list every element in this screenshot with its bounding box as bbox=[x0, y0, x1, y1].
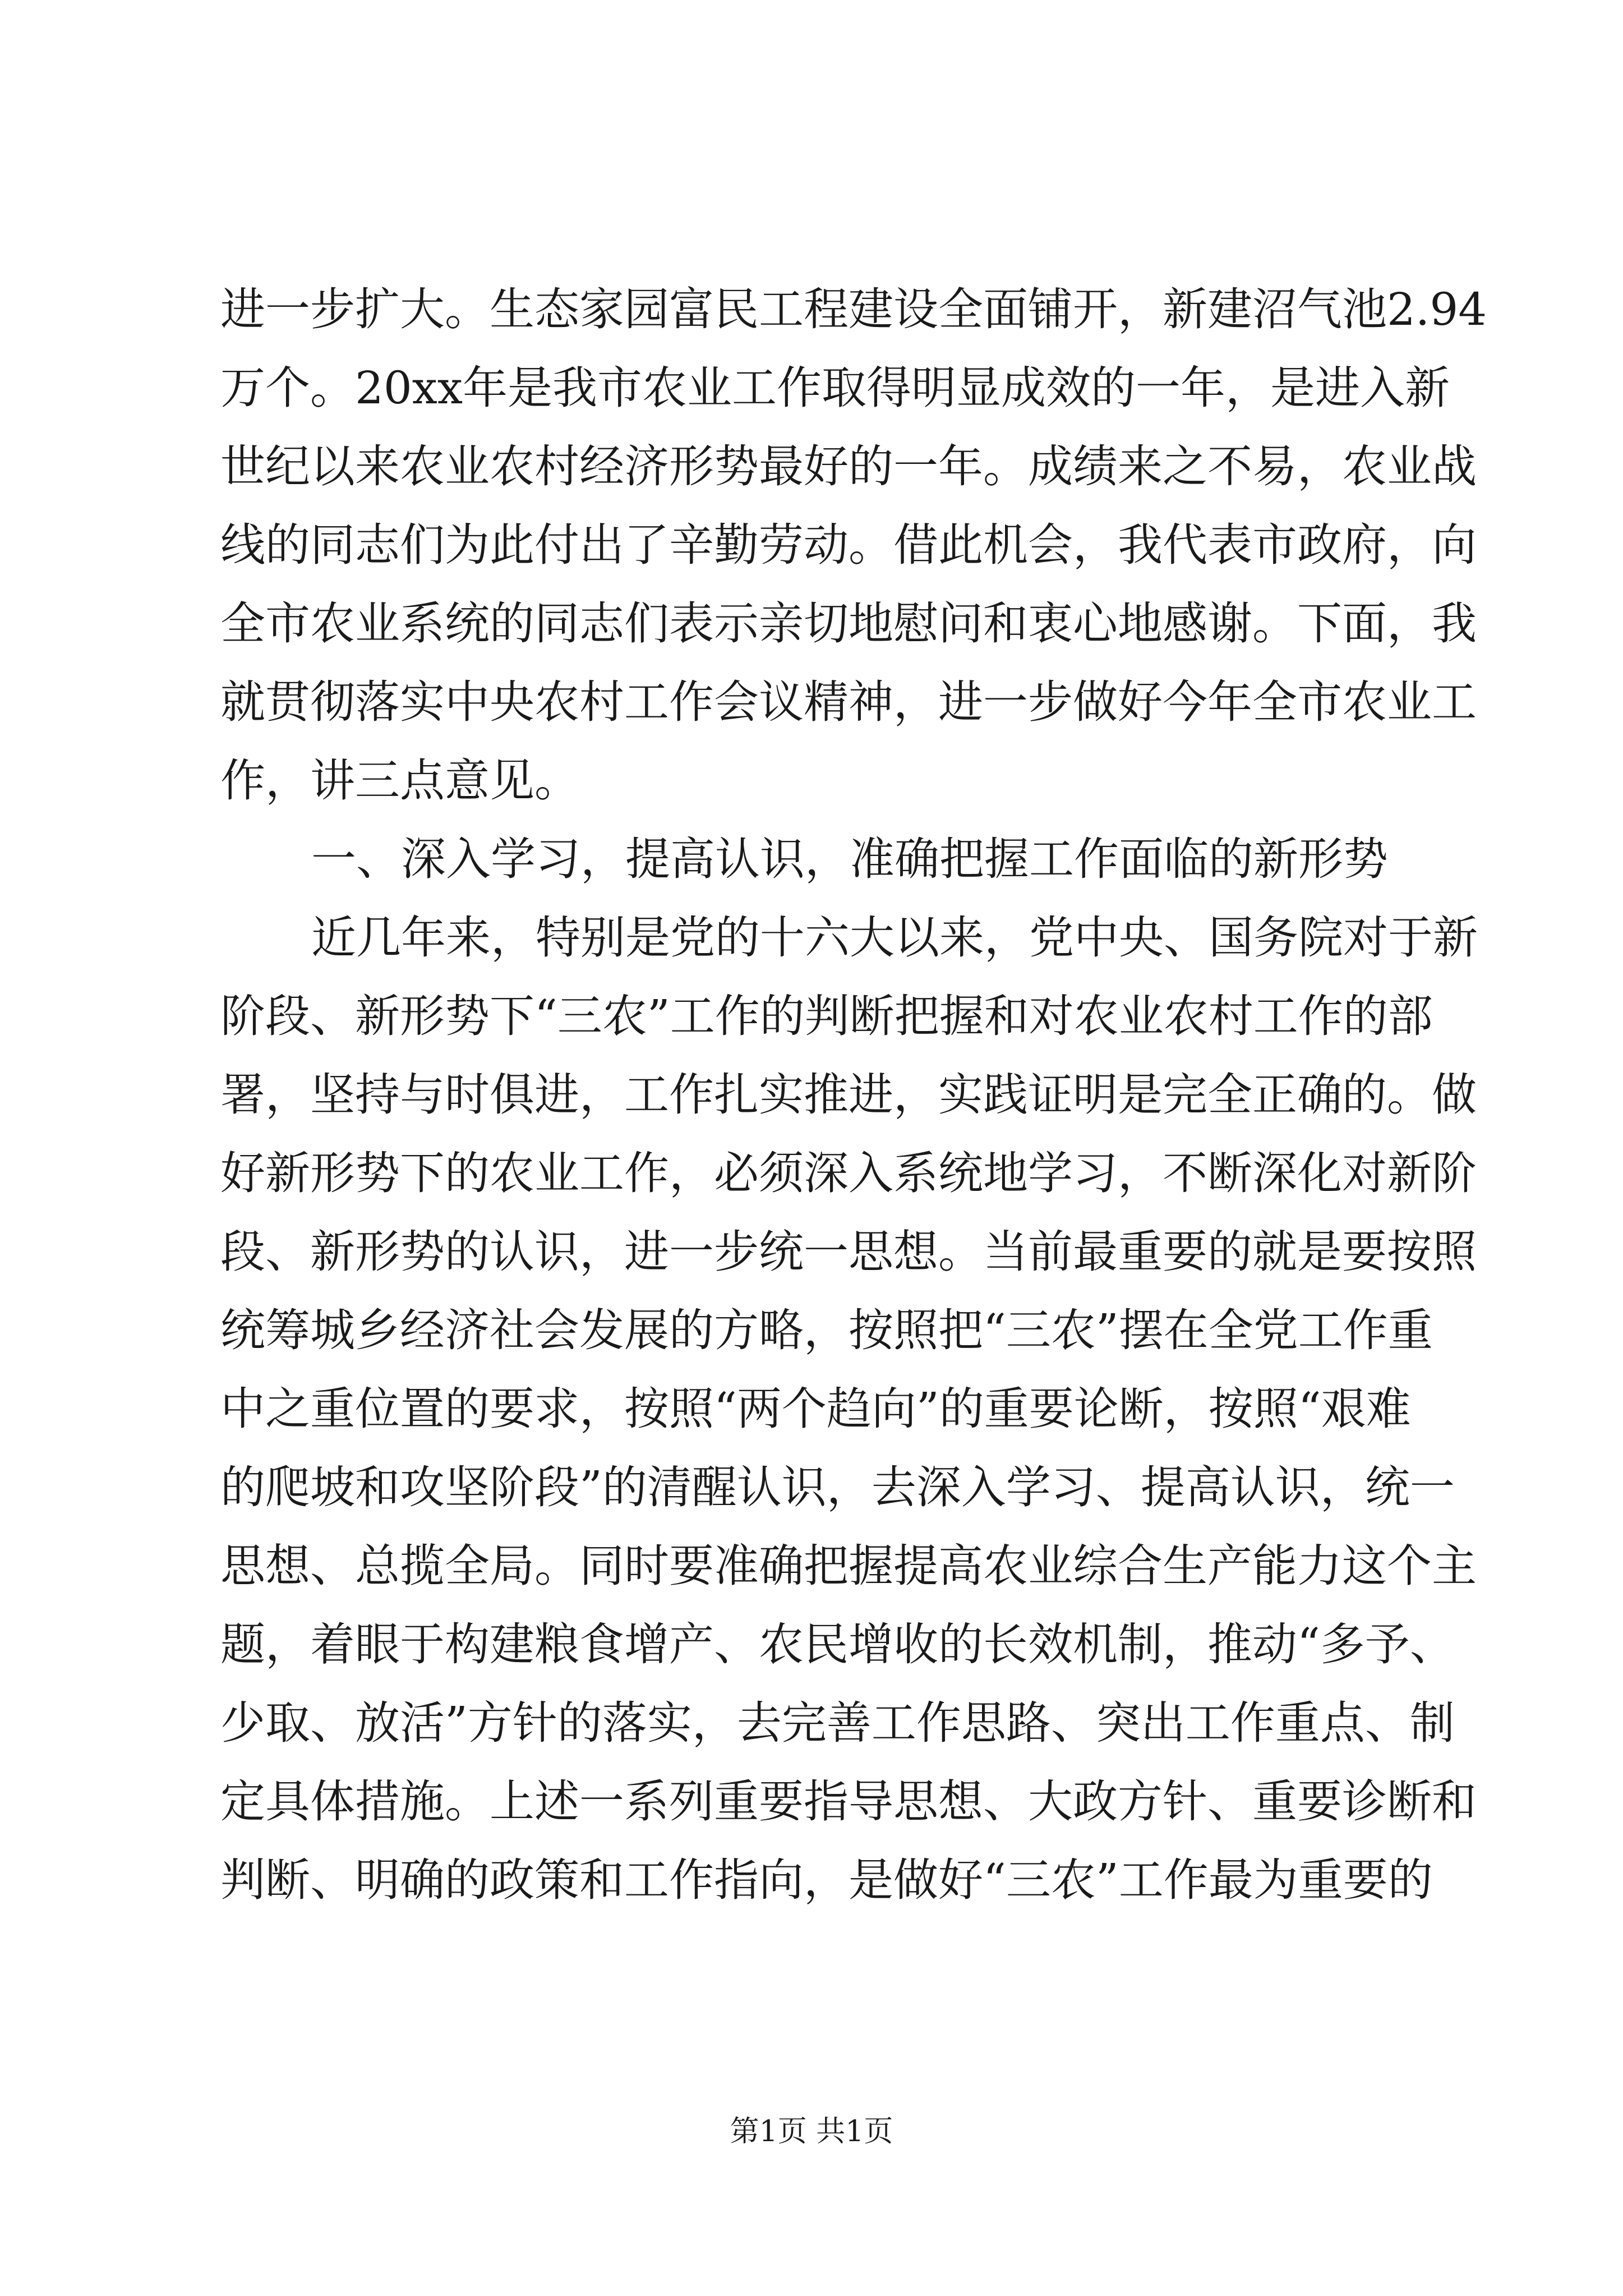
text-line: 就贯彻落实中央农村工作会议精神，进一步做好今年全市农业工 bbox=[220, 676, 1477, 728]
text-line: 判断、明确的政策和工作指向，是做好“三农”工作最为重要的 bbox=[220, 1854, 1433, 1906]
text-line: 题，着眼于构建粮食增产、农民增收的长效机制，推动“多予、 bbox=[220, 1618, 1455, 1671]
page-number-footer: 第1页 共1页 bbox=[730, 2115, 893, 2148]
text-line: 全市农业系统的同志们表示亲切地慰问和衷心地感谢。下面，我 bbox=[220, 597, 1477, 650]
text-line: 好新形势下的农业工作，必须深入系统地学习，不断深化对新阶 bbox=[220, 1147, 1477, 1199]
section-heading: 一、深入学习，提高认识，准确把握工作面临的新形势 bbox=[311, 833, 1388, 885]
text-line: 的爬坡和攻坚阶段”的清醒认识，去深入学习、提高认识，统一 bbox=[220, 1461, 1455, 1513]
text-line: 作，讲三点意见。 bbox=[220, 754, 579, 807]
text-line: 万个。20xx年是我市农业工作取得明显成效的一年，是进入新 bbox=[220, 362, 1450, 414]
document-body bbox=[220, 270, 1487, 1920]
text-line: 定具体措施。上述一系列重要指导思想、大政方针、重要诊断和 bbox=[220, 1775, 1477, 1828]
paragraph-first-line: 近几年来，特别是党的十六大以来，党中央、国务院对于新 bbox=[311, 912, 1478, 964]
text-line: 少取、放活”方针的落实，去完善工作思路、突出工作重点、制 bbox=[220, 1697, 1455, 1749]
text-line: 进一步扩大。生态家园富民工程建设全面铺开，新建沼气池2.94 bbox=[220, 283, 1487, 335]
text-line: 统筹城乡经济社会发展的方略，按照把“三农”摆在全党工作重 bbox=[220, 1304, 1433, 1356]
text-line: 阶段、新形势下“三农”工作的判断把握和对农业农村工作的部 bbox=[220, 990, 1433, 1042]
text-line: 段、新形势的认识，进一步统一思想。当前最重要的就是要按照 bbox=[220, 1226, 1477, 1278]
text-line: 线的同志们为此付出了辛勤劳动。借此机会，我代表市政府，向 bbox=[220, 519, 1477, 571]
text-line: 思想、总揽全局。同时要准确把握提高农业综合生产能力这个主 bbox=[220, 1540, 1477, 1592]
text-line: 世纪以来农业农村经济形势最好的一年。成绩来之不易，农业战 bbox=[220, 440, 1477, 493]
text-line: 署，坚持与时俱进，工作扎实推进，实践证明是完全正确的。做 bbox=[220, 1069, 1477, 1121]
text-line: 中之重位置的要求，按照“两个趋向”的重要论断，按照“艰难 bbox=[220, 1383, 1411, 1435]
